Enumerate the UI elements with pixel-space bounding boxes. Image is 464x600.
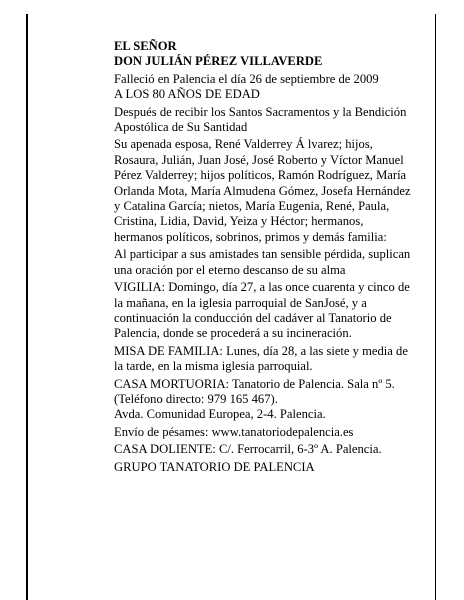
group-text: GRUPO TANATORIO DE PALENCIA [114,459,315,474]
mortuary-text: CASA MORTUORIA: Tanatorio de Palencia. Sala nº 5. (Teléfono directo: 979 165 467). [114,376,395,406]
address-text: Avda. Comunidad Europea, 2-4. Palencia. [114,407,326,422]
obituary-notice [114,39,414,477]
vigil-text: VIGILIA: Domingo, día 27, a las once cuarenta y cinco de la mañana, en la iglesia parroquial de SanJosé, y a continuación la conducción del cadáver al Tanatorio de Palencia, donde se procederá a su incineración. [114,280,410,341]
prayer-text: Al participar a sus amistades tan sensible pérdida, suplican una oración por el eterno descanso de su alma [114,247,411,277]
sacraments-text: Después de recibir los Santos Sacramentos y la Bendición Apostólica de Su Santidad [114,104,407,135]
right-border-line [435,14,436,600]
deceased-name: DON JULIÁN PÉREZ VILLAVERDE [114,54,323,69]
mass-text: MISA DE FAMILIA: Lunes, día 28, a las siete y media de la tarde, en la misma iglesia parroquial. [114,343,408,374]
age-line: A LOS 80 AÑOS DE EDAD [114,87,260,102]
notice-title: EL SEÑOR [114,39,177,53]
death-line: Falleció en Palencia el día 26 de septiembre de 2009 [114,71,379,86]
mourning-house-text: CASA DOLIENTE: C/. Ferrocarril, 6-3º A. Palencia. [114,442,382,457]
family-text: Su apenada esposa, René Valderrey Á lvarez; hijos, Rosaura, Julián, Juan José, José Roberto y Víctor Manuel Pérez Valderrey; hijos políticos, Ramón Rodríguez, María Orlanda Mota, María Almudena Gómez, Josefa Hernández y Catalina García; nietos, María Eugenia, René, Paula, Cristina, Lidia, David, Yeiza y Héctor; hermanos, hermanos políticos, sobrinos, primos y demás familia: [114,137,411,244]
left-border-line [26,14,28,600]
condolences-text: Envío de pésames: www.tanatoriodepalencia.es [114,424,354,439]
